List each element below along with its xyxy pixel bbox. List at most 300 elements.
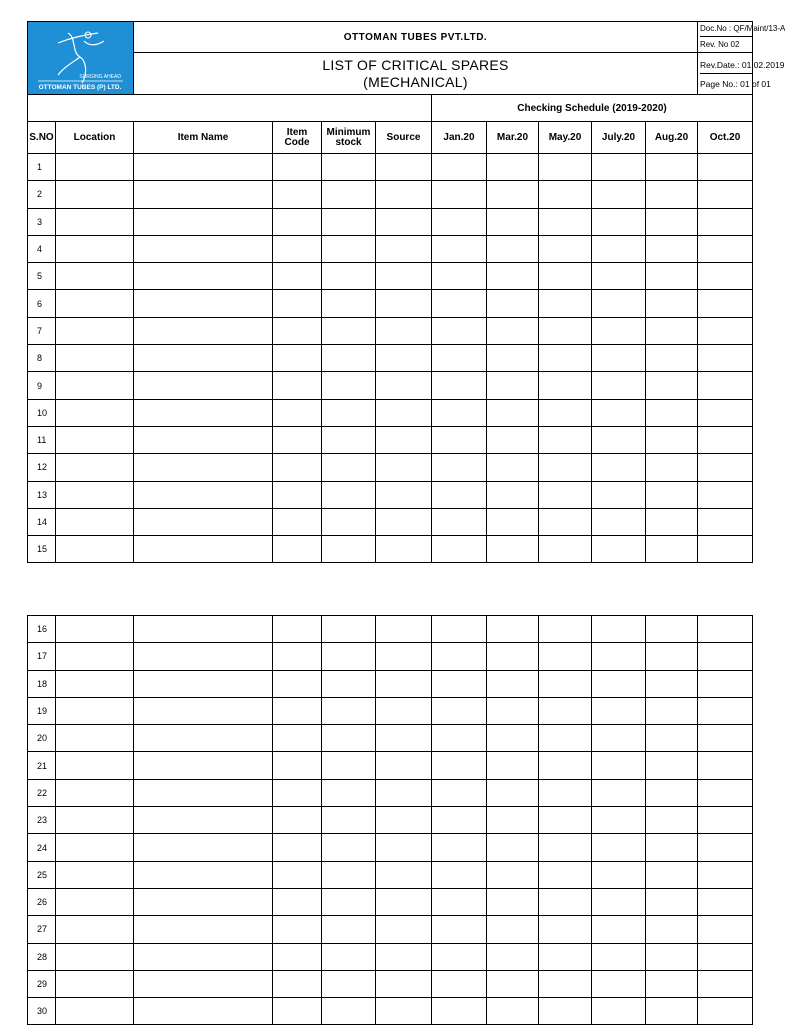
col-minimum-stock: Minimum stock (322, 122, 376, 154)
table-cell (56, 481, 134, 508)
table-cell (539, 536, 592, 563)
document-title (134, 53, 698, 95)
table-cell (273, 317, 322, 344)
table-cell (273, 916, 322, 943)
table-cell (56, 235, 134, 262)
col-source: Source (376, 122, 432, 154)
table-cell (273, 752, 322, 779)
table-cell (273, 290, 322, 317)
col-month-2: Mar.20 (487, 122, 539, 154)
table-cell (273, 154, 322, 181)
row-number: 6 (28, 290, 56, 317)
table-cell (592, 861, 646, 888)
table-cell (487, 697, 539, 724)
table-cell (487, 154, 539, 181)
table-cell (56, 779, 134, 806)
table-cell (376, 454, 432, 481)
blank-header-cell (28, 95, 432, 122)
table-cell (646, 317, 698, 344)
table-cell (432, 481, 487, 508)
table-cell (698, 834, 753, 861)
table-cell (698, 916, 753, 943)
table-cell (698, 481, 753, 508)
table-cell (539, 508, 592, 535)
table-cell (487, 725, 539, 752)
table-cell (134, 807, 273, 834)
table-cell (322, 481, 376, 508)
table-cell (376, 616, 432, 643)
row-number: 12 (28, 454, 56, 481)
table-cell (592, 508, 646, 535)
table-cell (698, 725, 753, 752)
revision-number: Rev. No 02 (700, 40, 740, 49)
row-number: 1 (28, 154, 56, 181)
table-cell (539, 345, 592, 372)
table-cell (432, 861, 487, 888)
table-cell (134, 670, 273, 697)
row-number: 3 (28, 208, 56, 235)
table-cell (134, 970, 273, 997)
row-number: 24 (28, 834, 56, 861)
table-cell (273, 235, 322, 262)
table-cell (56, 970, 134, 997)
table-cell (134, 426, 273, 453)
table-cell (487, 208, 539, 235)
table-cell (56, 916, 134, 943)
table-cell (134, 725, 273, 752)
table-cell (273, 399, 322, 426)
table-cell (592, 752, 646, 779)
col-month-4: July.20 (592, 122, 646, 154)
table-cell (646, 290, 698, 317)
table-cell (592, 235, 646, 262)
table-cell (539, 834, 592, 861)
table-row (28, 372, 753, 399)
table-cell (592, 998, 646, 1025)
table-cell (487, 235, 539, 262)
table-cell (376, 943, 432, 970)
company-logo (28, 22, 134, 95)
row-number: 27 (28, 916, 56, 943)
table-cell (487, 888, 539, 915)
table-cell (432, 263, 487, 290)
table-cell (646, 643, 698, 670)
table-cell (646, 861, 698, 888)
table-cell (698, 154, 753, 181)
table-cell (432, 970, 487, 997)
table-cell (539, 208, 592, 235)
table-cell (376, 154, 432, 181)
row-number: 28 (28, 943, 56, 970)
table-cell (539, 888, 592, 915)
table-cell (432, 399, 487, 426)
table-cell (322, 834, 376, 861)
table-cell (432, 345, 487, 372)
table-cell (698, 263, 753, 290)
table-cell (698, 779, 753, 806)
table-cell (56, 345, 134, 372)
table-cell (592, 643, 646, 670)
row-number: 10 (28, 399, 56, 426)
table-cell (539, 643, 592, 670)
table-cell (539, 752, 592, 779)
table-cell (56, 372, 134, 399)
table-cell (646, 372, 698, 399)
table-cell (56, 752, 134, 779)
table-cell (134, 508, 273, 535)
table-cell (134, 481, 273, 508)
table-cell (592, 670, 646, 697)
table-row (28, 779, 753, 806)
table-cell (432, 807, 487, 834)
table-cell (273, 779, 322, 806)
table-cell (646, 888, 698, 915)
table-row (28, 916, 753, 943)
page-number: Page No.: 01 of 01 (700, 79, 771, 89)
table-cell (539, 943, 592, 970)
table-cell (376, 697, 432, 724)
row-number: 16 (28, 616, 56, 643)
table-cell (134, 317, 273, 344)
table-cell (432, 536, 487, 563)
table-cell (322, 998, 376, 1025)
table-cell (487, 372, 539, 399)
table-row (28, 399, 753, 426)
table-cell (322, 372, 376, 399)
table-cell (322, 888, 376, 915)
table-cell (56, 263, 134, 290)
table-row (28, 998, 753, 1025)
table-cell (646, 752, 698, 779)
table-cell (376, 235, 432, 262)
table-cell (646, 154, 698, 181)
revision-date: Rev.Date.: 01.02.2019 (700, 53, 752, 74)
table-cell (487, 481, 539, 508)
table-cell (646, 235, 698, 262)
table-cell (322, 916, 376, 943)
row-number: 23 (28, 807, 56, 834)
table-cell (56, 181, 134, 208)
runner-logo-icon (28, 23, 133, 93)
table-row (28, 752, 753, 779)
table-row (28, 807, 753, 834)
table-cell (646, 508, 698, 535)
table-cell (698, 399, 753, 426)
row-number: 8 (28, 345, 56, 372)
table-cell (646, 943, 698, 970)
table-cell (376, 208, 432, 235)
col-month-6: Oct.20 (698, 122, 753, 154)
table-cell (376, 916, 432, 943)
table-cell (56, 154, 134, 181)
table-cell (273, 263, 322, 290)
table-cell (322, 752, 376, 779)
table-cell (376, 317, 432, 344)
table-cell (487, 643, 539, 670)
table-row (28, 290, 753, 317)
table-cell (56, 290, 134, 317)
table-cell (698, 752, 753, 779)
title-line-2: (MECHANICAL) (363, 73, 468, 90)
table-cell (134, 263, 273, 290)
table-cell (539, 861, 592, 888)
table-cell (273, 345, 322, 372)
table-cell (539, 290, 592, 317)
table-row (28, 317, 753, 344)
table-cell (432, 181, 487, 208)
table-cell (698, 643, 753, 670)
table-cell (646, 834, 698, 861)
table-cell (646, 779, 698, 806)
table-cell (134, 290, 273, 317)
table-cell (698, 508, 753, 535)
table-cell (56, 426, 134, 453)
table-cell (592, 345, 646, 372)
table-cell (134, 943, 273, 970)
table-cell (432, 725, 487, 752)
table-cell (134, 834, 273, 861)
table-cell (56, 399, 134, 426)
table-cell (56, 943, 134, 970)
table-cell (698, 970, 753, 997)
row-number: 15 (28, 536, 56, 563)
table-cell (322, 697, 376, 724)
col-month-3: May.20 (539, 122, 592, 154)
table-cell (273, 970, 322, 997)
col-month-5: Aug.20 (646, 122, 698, 154)
table-cell (698, 290, 753, 317)
table-cell (432, 834, 487, 861)
table-cell (698, 536, 753, 563)
table-row (28, 834, 753, 861)
table-cell (539, 372, 592, 399)
checking-schedule-title: Checking Schedule (2019-2020) (432, 95, 753, 122)
table-cell (592, 536, 646, 563)
table-cell (646, 345, 698, 372)
table-cell (134, 399, 273, 426)
table-cell (646, 807, 698, 834)
table-cell (432, 208, 487, 235)
table-cell (322, 290, 376, 317)
table-cell (487, 998, 539, 1025)
table-cell (273, 426, 322, 453)
table-cell (376, 752, 432, 779)
row-number: 13 (28, 481, 56, 508)
table-cell (134, 643, 273, 670)
table-cell (487, 616, 539, 643)
table-cell (322, 725, 376, 752)
table-cell (134, 998, 273, 1025)
row-number: 2 (28, 181, 56, 208)
table-cell (646, 399, 698, 426)
table-cell (273, 670, 322, 697)
row-number: 29 (28, 970, 56, 997)
table-cell (592, 725, 646, 752)
table-cell (56, 616, 134, 643)
table-cell (539, 454, 592, 481)
spares-table-section-1 (27, 153, 753, 563)
table-cell (646, 970, 698, 997)
table-cell (134, 888, 273, 915)
table-cell (539, 779, 592, 806)
table-cell (56, 725, 134, 752)
table-cell (322, 235, 376, 262)
row-number: 9 (28, 372, 56, 399)
table-cell (322, 536, 376, 563)
table-cell (432, 372, 487, 399)
table-cell (646, 916, 698, 943)
table-cell (273, 834, 322, 861)
table-cell (376, 643, 432, 670)
table-cell (539, 725, 592, 752)
row-number: 4 (28, 235, 56, 262)
table-cell (646, 998, 698, 1025)
table-cell (322, 779, 376, 806)
table-cell (592, 263, 646, 290)
table-cell (273, 643, 322, 670)
table-cell (646, 670, 698, 697)
table-cell (273, 725, 322, 752)
table-cell (56, 508, 134, 535)
table-row (28, 643, 753, 670)
table-cell (698, 317, 753, 344)
row-number: 19 (28, 697, 56, 724)
table-cell (487, 916, 539, 943)
table-cell (487, 345, 539, 372)
revision-info (698, 53, 785, 95)
table-row (28, 943, 753, 970)
table-cell (322, 508, 376, 535)
table-cell (539, 317, 592, 344)
table-cell (432, 998, 487, 1025)
table-cell (487, 670, 539, 697)
table-cell (134, 181, 273, 208)
table-cell (376, 888, 432, 915)
table-cell (376, 998, 432, 1025)
table-cell (376, 481, 432, 508)
doc-number: Doc.No : QF/Maint/13-A Rev. No 02 (698, 22, 753, 53)
table-cell (273, 208, 322, 235)
table-cell (432, 508, 487, 535)
table-cell (487, 752, 539, 779)
table-cell (539, 670, 592, 697)
row-number: 25 (28, 861, 56, 888)
table-cell (376, 426, 432, 453)
table-cell (376, 345, 432, 372)
table-cell (322, 317, 376, 344)
table-cell (56, 697, 134, 724)
table-cell (646, 481, 698, 508)
table-cell (487, 861, 539, 888)
table-cell (56, 536, 134, 563)
company-name: OTTOMAN TUBES PVT.LTD. (134, 22, 698, 53)
table-cell (56, 834, 134, 861)
table-cell (487, 317, 539, 344)
table-cell (56, 208, 134, 235)
table-cell (376, 536, 432, 563)
table-cell (134, 454, 273, 481)
table-cell (592, 807, 646, 834)
table-cell (539, 181, 592, 208)
table-cell (376, 372, 432, 399)
table-cell (646, 454, 698, 481)
table-cell (432, 916, 487, 943)
table-cell (698, 697, 753, 724)
table-row (28, 861, 753, 888)
table-cell (322, 208, 376, 235)
table-cell (698, 616, 753, 643)
table-cell (273, 807, 322, 834)
table-cell (539, 426, 592, 453)
table-cell (432, 290, 487, 317)
table-cell (322, 970, 376, 997)
table-cell (376, 290, 432, 317)
table-cell (487, 807, 539, 834)
table-cell (322, 181, 376, 208)
table-cell (698, 998, 753, 1025)
table-cell (592, 372, 646, 399)
logo-company-name: OTTOMAN TUBES (P) LTD. (38, 84, 122, 91)
table-row (28, 481, 753, 508)
table-cell (432, 670, 487, 697)
table-cell (487, 508, 539, 535)
col-location: Location (56, 122, 134, 154)
table-cell (539, 616, 592, 643)
table-cell (432, 943, 487, 970)
table-cell (376, 181, 432, 208)
table-cell (273, 943, 322, 970)
table-cell (273, 181, 322, 208)
table-cell (322, 861, 376, 888)
table-cell (539, 154, 592, 181)
table-row (28, 888, 753, 915)
table-cell (592, 154, 646, 181)
table-row (28, 154, 753, 181)
table-cell (273, 536, 322, 563)
col-sno: S.NO (28, 122, 56, 154)
table-cell (134, 779, 273, 806)
table-cell (592, 943, 646, 970)
table-cell (273, 616, 322, 643)
table-cell (134, 861, 273, 888)
table-cell (273, 372, 322, 399)
table-cell (592, 888, 646, 915)
table-cell (134, 616, 273, 643)
table-cell (592, 208, 646, 235)
table-cell (592, 426, 646, 453)
table-cell (322, 616, 376, 643)
table-cell (322, 345, 376, 372)
table-row (28, 970, 753, 997)
table-cell (56, 454, 134, 481)
table-cell (273, 998, 322, 1025)
table-cell (592, 779, 646, 806)
table-cell (56, 670, 134, 697)
table-cell (646, 697, 698, 724)
table-cell (592, 317, 646, 344)
table-cell (273, 481, 322, 508)
table-cell (646, 208, 698, 235)
row-number: 7 (28, 317, 56, 344)
table-cell (432, 697, 487, 724)
table-cell (56, 998, 134, 1025)
row-number: 20 (28, 725, 56, 752)
table-cell (322, 670, 376, 697)
table-cell (376, 807, 432, 834)
title-line-1: LIST OF CRITICAL SPARES (322, 56, 509, 73)
table-cell (432, 779, 487, 806)
table-row (28, 263, 753, 290)
